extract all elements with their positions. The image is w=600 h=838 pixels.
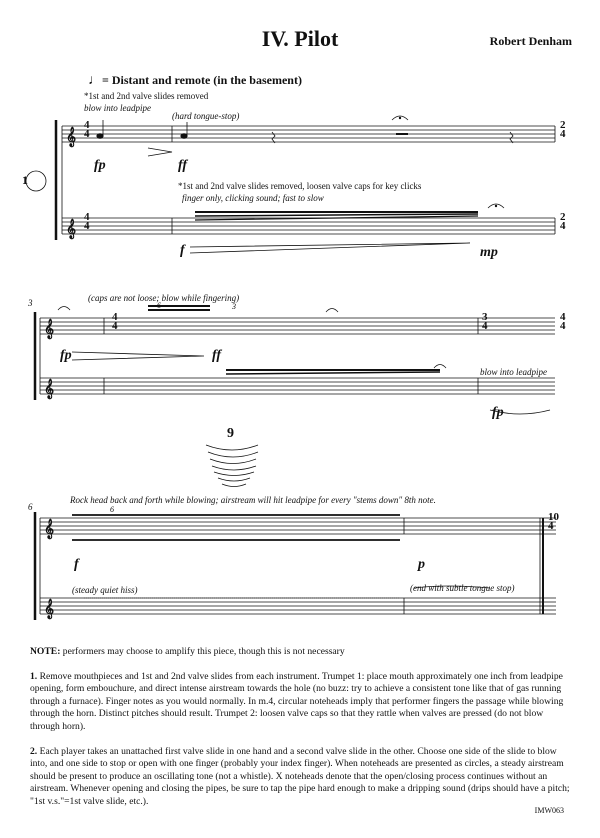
composer-name: Robert Denham (489, 34, 572, 48)
time-signature-s2-a: 4 4 (112, 311, 118, 332)
dynamic-fp-3: fp (492, 405, 504, 420)
measure-number-6: 6 (28, 502, 33, 512)
dynamic-p: p (418, 557, 425, 572)
svg-text:𝄞: 𝄞 (44, 379, 55, 398)
page-title: IV. Pilot (261, 26, 339, 51)
tempo-text: = Distant and remote (in the basement) (102, 73, 302, 87)
dynamic-f-3: f (74, 557, 79, 572)
time-signature-s1-end-bottom: 2 4 (560, 211, 566, 232)
svg-text:𝄞: 𝄞 (66, 127, 77, 146)
dynamic-mp: mp (480, 245, 498, 260)
tuplet-six-s2: 6 (157, 301, 161, 310)
slides-removed-note: *1st and 2nd valve slides removed (84, 91, 209, 101)
staff-s1-bottom (62, 218, 555, 234)
loosen-caps-note: *1st and 2nd valve slides removed, loosen valve caps for key clicks (178, 181, 422, 191)
staff-s3-bottom (40, 598, 556, 614)
time-signature-s2-b: 3 4 (482, 311, 488, 332)
svg-text:𝄞: 𝄞 (44, 599, 55, 618)
staff-s3-top (40, 518, 556, 534)
repeat-count: 9 (227, 426, 234, 441)
svg-text:𝄞: 𝄞 (44, 319, 55, 338)
dynamic-ff-2: ff (212, 348, 222, 363)
dynamic-fp: fp (94, 158, 106, 173)
blow-leadpipe-instruction-2: blow into leadpipe (480, 367, 547, 377)
svg-text:𝄞: 𝄞 (44, 519, 55, 538)
catalog-code: IMW063 (534, 806, 564, 815)
note-paragraph-1: 1. Remove mouthpieces and 1st and 2nd valve slides from each instrument. Trumpet 1: place mouth approximately one inch from leadpipe opening, form embouchure, and direct intense airstream towards the hole (no buzz: try to achieve a consistent tone like that of gas running through a furnace). Finger notes as you would normally. In m.4, circular noteheads imply that performer fingers the passage while blowing through the horn. Distinct pitches should result. Trumpet 2: loosen valve caps so that they rattle when valves are pressed (do not blow through horn). (30, 670, 564, 732)
time-signature-s2-c: 4 4 (560, 311, 566, 332)
blow-leadpipe-instruction: blow into leadpipe (84, 103, 151, 113)
dynamic-ff: ff (178, 158, 188, 173)
steady-hiss-instruction: (steady quiet hiss) (72, 585, 138, 595)
measure-number-3: 3 (28, 298, 33, 308)
caps-not-loose-instruction: (caps are not loose; blow while fingering) (88, 293, 240, 303)
hard-tongue-instruction: (hard tongue-stop) (172, 111, 240, 121)
svg-text:𝄞: 𝄞 (66, 219, 77, 238)
quarter-note-icon: ♩ (88, 73, 102, 88)
rock-head-instruction: Rock head back and forth while blowing; airstream will hit leadpipe for every "stems down" 8th note. (70, 495, 436, 505)
finger-only-instruction: finger only, clicking sound; fast to slow (182, 193, 324, 203)
dynamic-fp-2: fp (60, 348, 72, 363)
note-amplify: NOTE: performers may choose to amplify this piece, though this is not necessary (30, 646, 345, 657)
tuplet-three-s2: 3 (232, 302, 236, 311)
end-tongue-instruction: (end with subtle tongue stop) (410, 583, 515, 593)
time-signature-s1-bottom: 4 4 (84, 211, 90, 232)
time-signature-s3-end: 10 4 (548, 511, 559, 532)
staff-s1-top (62, 126, 555, 142)
tuplet-six-s3: 6 (110, 505, 114, 514)
rehearsal-number: 1 (22, 173, 28, 187)
performance-notes (30, 646, 575, 821)
rock-head-graphic (206, 445, 258, 487)
click-noteheads (195, 212, 478, 220)
time-signature-s1-top: 4 4 (84, 119, 90, 140)
dynamic-f: f (180, 243, 185, 258)
note-paragraph-2: 2. Each player takes an unattached first valve slide in one hand and a second valve slide in the other. Choose one side of the slide to blow into, and one side to stop or open with one finger (probably your index finger). When noteheads are presented as circles, a steady airstream should be present to produce an oscillating tone (not a whistle). X noteheads denote that the open/closing process continues without an airstream. Whenever opening and closing the pipes, be sure to tap the pipe hard enough to make a dripping sound (drips should have a pitch; "1st v.s."=1st valve slide, etc.). (30, 745, 570, 807)
time-signature-s1-end: 2 4 (560, 119, 566, 140)
